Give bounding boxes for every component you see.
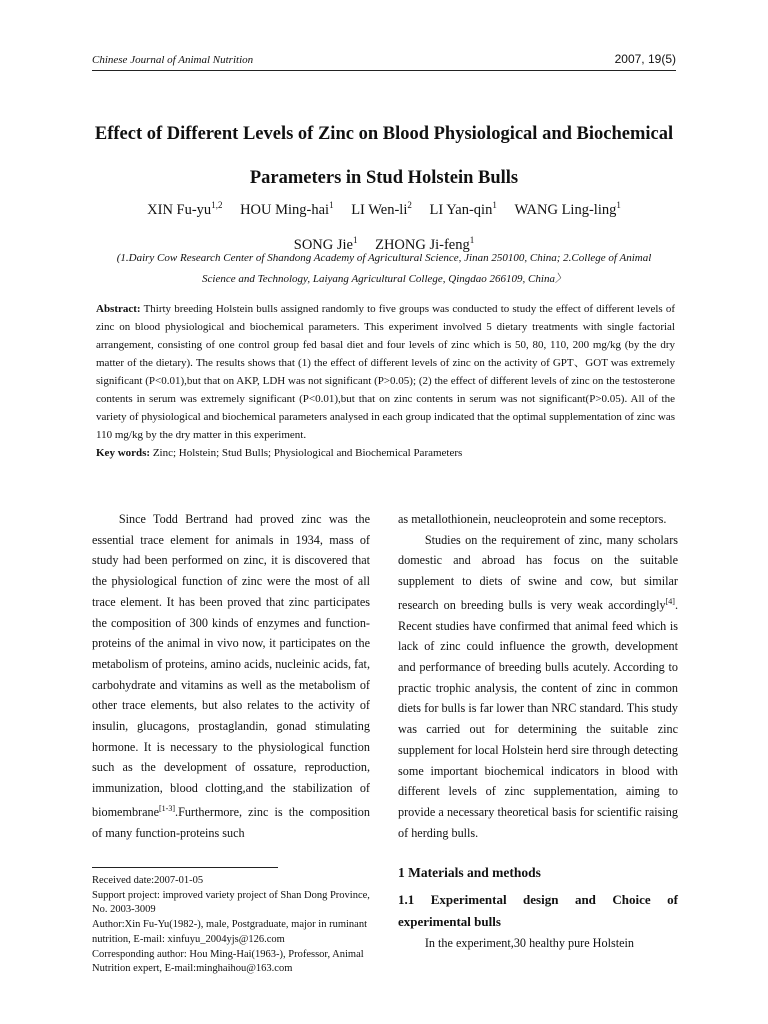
keywords-label: Key words:	[96, 447, 151, 459]
affiliation-line-1: (1.Dairy Cow Research Center of Shandong Academy of Agricultural Science, Jinan 250100, China; 2.College of Animal	[116, 252, 652, 264]
affiliations	[80, 248, 688, 290]
citation: [4]	[665, 596, 675, 606]
affiliation-line-2: Science and Technology, Laiyang Agricultural College, Qingdao 266109, China〉	[202, 273, 566, 285]
support-project: Support project: improved variety project of Shan Dong Province, No. 2003-3009	[92, 889, 370, 916]
author-row-1	[60, 190, 708, 225]
author-info: Author:Xin Fu-Yu(1982-), male, Postgraduate, major in ruminant nutrition, E-mail: xinfuyu_2004yjs@126.com	[92, 919, 367, 945]
left-column	[92, 509, 370, 843]
abstract-body	[96, 300, 675, 444]
author: HOU Ming-hai$^1$	[240, 200, 334, 218]
abstract-label: Abstract:	[96, 303, 141, 315]
author: LI Yan-qin$^1$	[429, 200, 497, 218]
abstract	[96, 300, 675, 462]
author: SONG Jie$^1$	[293, 234, 358, 253]
journal-issue: 2007, 19(5)	[614, 52, 676, 66]
intro-paragraph: Since Todd Bertrand had proved zinc was the essential trace element for animals in 1934, mass of study had been performed on zinc, it is discovered that the physiological function of zinc were the most of all trace element. It has been proved that zinc participates the composition of 300 kinds of enzymes and function-proteins of the animal in vivo now, it participates on the metabolism of proteins, amino acids, nucleinic acids, fat, carbohydrate and vitamins as well as the metabolism of other trace elements, but also relates to the activity of insulin, glucagons, prostaglandin, gonad stimulating hormone. It is necessary to the physiological function such as the development of ossature, reproduction, immunization, blood clotting,and the stabilization of biomembrane[1-3].Furthermore, zinc is the composition of many function-proteins such	[92, 512, 370, 840]
keywords-text: Zinc; Holstein; Stud Bulls; Physiological and Biochemical Parameters	[152, 447, 463, 459]
author: WANG Ling-ling$^1$	[514, 200, 621, 218]
title-line-2: Parameters in Stud Holstein Bulls	[249, 168, 519, 188]
running-header	[92, 52, 676, 70]
author: LI Wen-$li^2$	[351, 200, 412, 218]
author: XIN Fu-yu$^{1,2}$	[147, 200, 223, 218]
keywords	[96, 444, 675, 462]
body-paragraph: In the experiment,30 healthy pure Holstein	[424, 936, 634, 951]
footnotes	[92, 874, 374, 977]
body-paragraph: Studies on the requirement of zinc, many scholars domestic and abroad has focus on the suitable supplement to diets of swine and cow, but similar research on breeding bulls is very weak accordingly[4]. Recent studies have confirmed that animal feed which is lack of zinc could influence the growth, development and performance of breeding bulls acutely. According to practic trophic analysis, the content of zinc in common diets for bulls is far lower than NRC standard. This study was carried out for determining the suitable zinc supplement for local Holstein herd sire through detecting some important biochemical indicators in blood with different levels of zinc supplementation, aiming to provide a necessary theoretical basis for scientific raising of herding bulls.	[398, 532, 678, 840]
received-date: Received date:2007-01-05	[92, 875, 204, 886]
corresponding-author: Corresponding author: Hou Ming-Hai(1963-), Professor, Animal Nutrition expert, E-mail:minghaihou@163.com	[92, 948, 364, 975]
subsection-heading: 1.1 Experimental design and Choice of experimental bulls	[398, 892, 678, 930]
continued-paragraph: as metallothionein, neucleoprotein and some receptors.	[398, 512, 667, 526]
author: ZHONG Ji-feng$^1$	[375, 234, 475, 253]
paper-title	[60, 112, 708, 200]
journal-name: Chinese Journal of Animal Nutrition	[92, 54, 254, 66]
footnote-rule	[92, 867, 278, 868]
section-heading: 1 Materials and methods	[398, 865, 541, 881]
header-rule	[92, 70, 676, 71]
title-line-1: Effect of Different Levels of Zinc on Blood Physiological and Biochemical	[94, 124, 674, 144]
citation: [1-3]	[159, 803, 176, 813]
right-column	[398, 509, 678, 954]
abstract-text: Thirty breeding Holstein bulls assigned randomly to five groups was conducted to study the effect of different levels of zinc on blood physiological and biochemical parameters. This experiment involved 5 dietary treatments with single factorial arrangement, consisting of one control group fed basal diet and four levels of zinc which is 50, 80, 110, 200 mg/kg (by the dry matter of the dietary). The results shows that (1) the effect of different levels of zinc on the activity of GPT、GOT was extremely significant (P<0.01),but that on AKP, LDH was not significant (P>0.05); (2) the effect of different levels of zinc on the testosterone contents in serum was extremely significant (P<0.01),but that on zinc contents in serum was not significant(P>0.05). All of the variety of physiological and biochemical parameters analysed in each group indicated that the optimal supplementation of zinc was 110 mg/kg by the dry matter in this experiment.	[96, 303, 675, 441]
